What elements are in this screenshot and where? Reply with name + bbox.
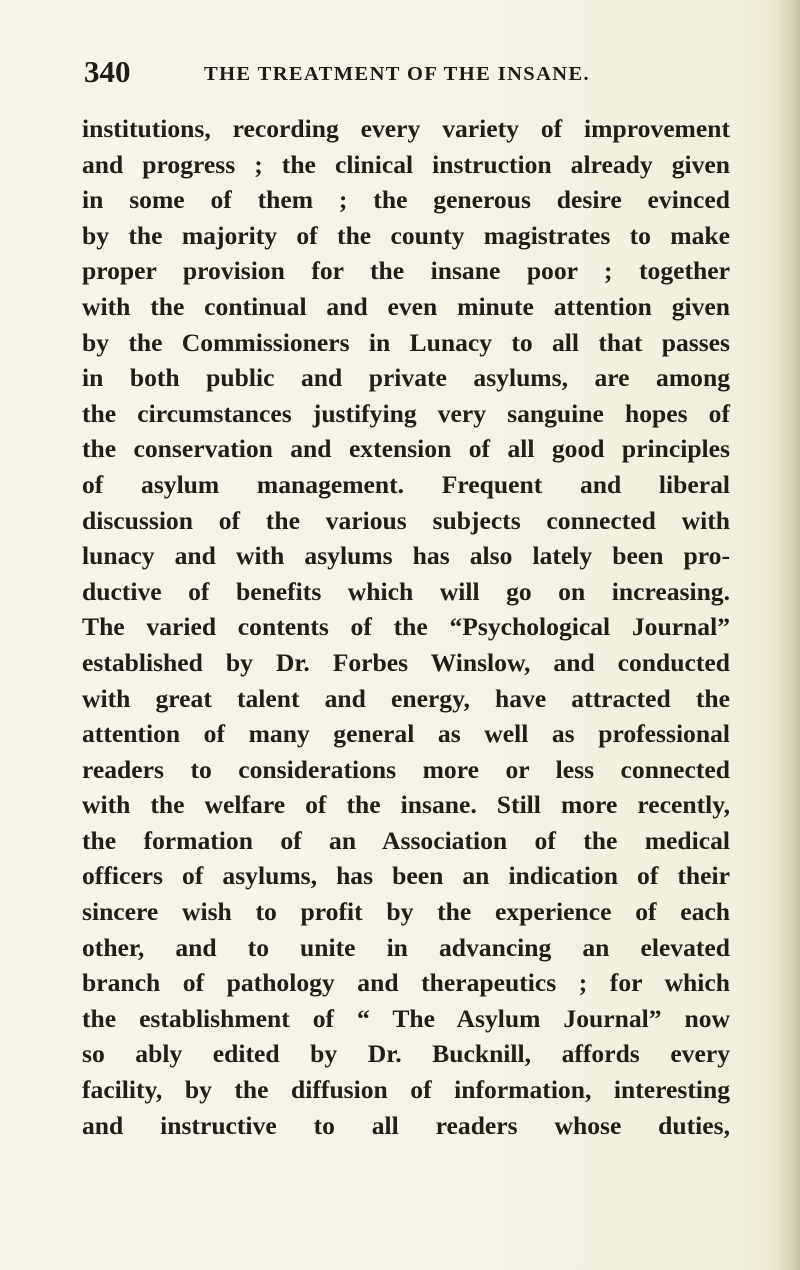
text-line: branch of pathology and therapeutics ; for which: [82, 968, 730, 998]
text-line: so ably edited by Dr. Bucknill, affords every: [82, 1039, 730, 1069]
text-line: facility, by the diffusion of information, interesting: [82, 1075, 730, 1105]
text-line: the formation of an Association of the medical: [82, 825, 730, 855]
text-line: the circumstances justifying very sanguine hopes of: [82, 398, 730, 428]
text-line: of asylum management. Frequent and liberal: [82, 469, 730, 499]
text-line: proper provision for the insane poor ; together: [82, 256, 730, 286]
page-header: [84, 50, 724, 94]
text-line: officers of asylums, has been an indication of their: [82, 861, 730, 891]
text-line: and progress ; the clinical instruction already given: [82, 149, 730, 179]
page-edge-shadow: [772, 0, 800, 1270]
text-line: lunacy and with asylums has also lately been pro-: [82, 541, 730, 571]
text-line: in both public and private asylums, are among: [82, 363, 730, 393]
text-line: by the Commissioners in Lunacy to all that passes: [82, 327, 730, 357]
text-line: sincere wish to profit by the experience of each: [82, 897, 730, 927]
running-title: THE TREATMENT OF THE INSANE.: [204, 63, 591, 85]
text-line: the conservation and extension of all good principles: [82, 434, 730, 464]
page-number: 340: [84, 54, 131, 89]
text-line: established by Dr. Forbes Winslow, and conducted: [82, 647, 730, 677]
text-line: in some of them ; the generous desire evinced: [82, 185, 730, 215]
text-line: attention of many general as well as professional: [82, 719, 730, 749]
body-text: [82, 111, 730, 1143]
text-line: discussion of the various subjects connected with: [82, 505, 730, 535]
text-line: other, and to unite in advancing an elevated: [82, 932, 730, 962]
text-line: with the welfare of the insane. Still more recently,: [82, 790, 730, 820]
text-line: The varied contents of the “Psychological Journal”: [82, 612, 730, 642]
text-line: ductive of benefits which will go on increasing.: [82, 576, 730, 606]
text-line: with great talent and energy, have attracted the: [82, 683, 730, 713]
text-line: the establishment of “ The Asylum Journal” now: [82, 1003, 730, 1033]
text-line: by the majority of the county magistrates to make: [82, 220, 730, 250]
text-line: with the continual and even minute attention given: [82, 291, 730, 321]
text-line: readers to considerations more or less connected: [82, 754, 730, 784]
text-line: and instructive to all readers whose duties,: [82, 1110, 730, 1140]
text-line: institutions, recording every variety of improvement: [82, 114, 730, 143]
